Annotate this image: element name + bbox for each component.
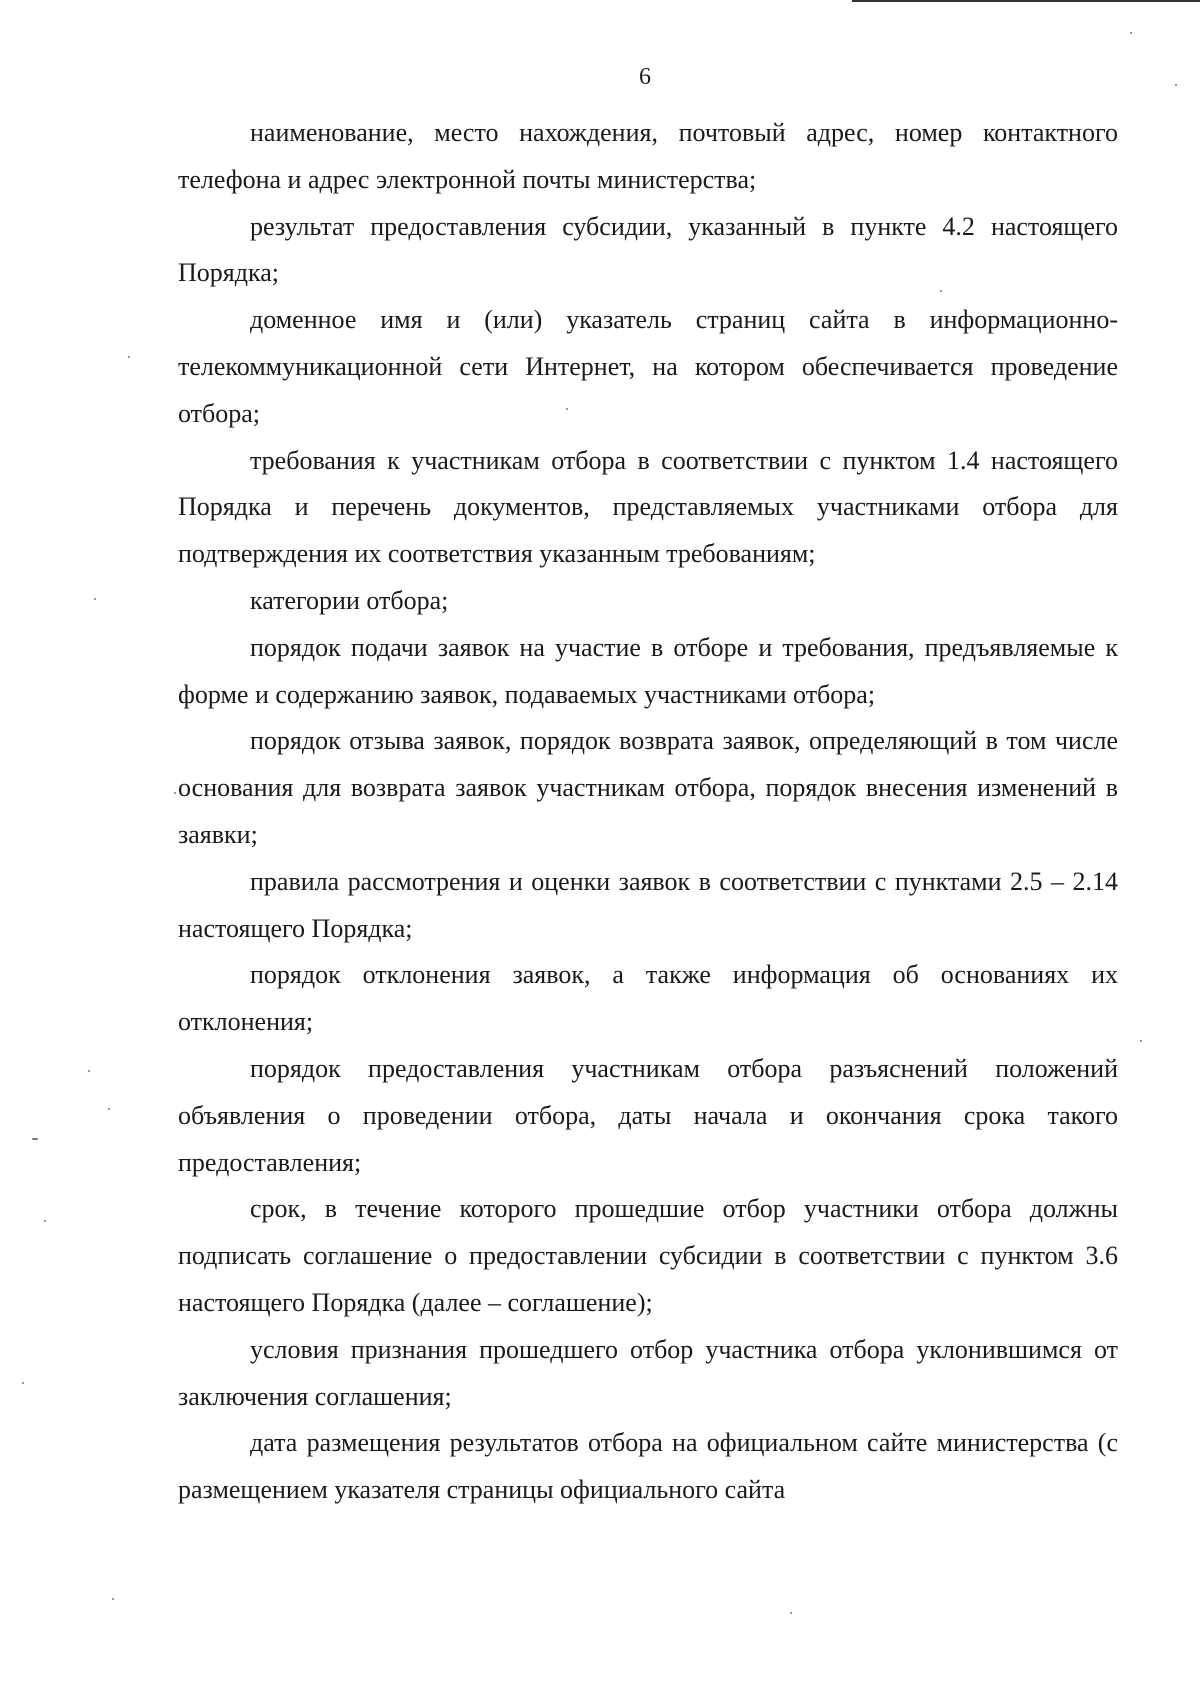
paragraph-agreement-deadline: срок, в течение которого прошедшие отбор участники отбора должны подписать соглашение о предоставлении субсидии в соответствии с пунктом 3.6 настоящего Порядка (далее – соглашение); [178, 1194, 1118, 1317]
page-number: 6 [639, 64, 651, 90]
paragraph-participant-requirements: требования к участникам отбора в соответствии с пунктом 1.4 настоящего Порядка и перечень документов, представляемых участниками отбора для подтверждения их соответствия указанным требованиям; [178, 445, 1118, 569]
body-text [178, 110, 1118, 1514]
paragraph-selection-categories: категории отбора; [250, 585, 449, 615]
paragraph-review-rules: правила рассмотрения и оценки заявок в соответствии с пунктами 2.5 – 2.14 настоящего Порядка; [178, 866, 1118, 943]
paragraph-application-procedure: порядок подачи заявок на участие в отборе и требования, предъявляемые к форме и содержанию заявок, подаваемых участниками отбора; [178, 632, 1118, 709]
scan-edge-line [852, 0, 1200, 2]
paragraph-withdrawal-procedure: порядок отзыва заявок, порядок возврата заявок, определяющий в том числе основания для возврата заявок участникам отбора, порядок внесения изменений в заявки; [178, 726, 1118, 849]
paragraph-domain-name: доменное имя и (или) указатель страниц сайта в информационно-телекоммуникационной сети Интернет, на котором обеспечивается проведение отбора; [178, 305, 1118, 428]
paragraph-evasion-conditions: условия признания прошедшего отбор участника отбора уклонившимся от заключения соглашения; [178, 1334, 1118, 1411]
paragraph-clarifications: порядок предоставления участникам отбора разъяснений положений объявления о проведении отбора, даты начала и окончания срока такого предоставления; [178, 1053, 1118, 1177]
paragraph-subsidy-result: результат предоставления субсидии, указанный в пункте 4.2 настоящего Порядка; [178, 211, 1118, 288]
paragraph-rejection-procedure: порядок отклонения заявок, а также информация об основаниях их отклонения; [178, 960, 1118, 1037]
paragraph-results-publication: дата размещения результатов отбора на официальном сайте министерства (с размещением указателя страницы официального сайта [178, 1428, 1118, 1505]
paragraph-name-address: наименование, место нахождения, почтовый адрес, номер контактного телефона и адрес электронной почты министерства; [178, 118, 1118, 194]
